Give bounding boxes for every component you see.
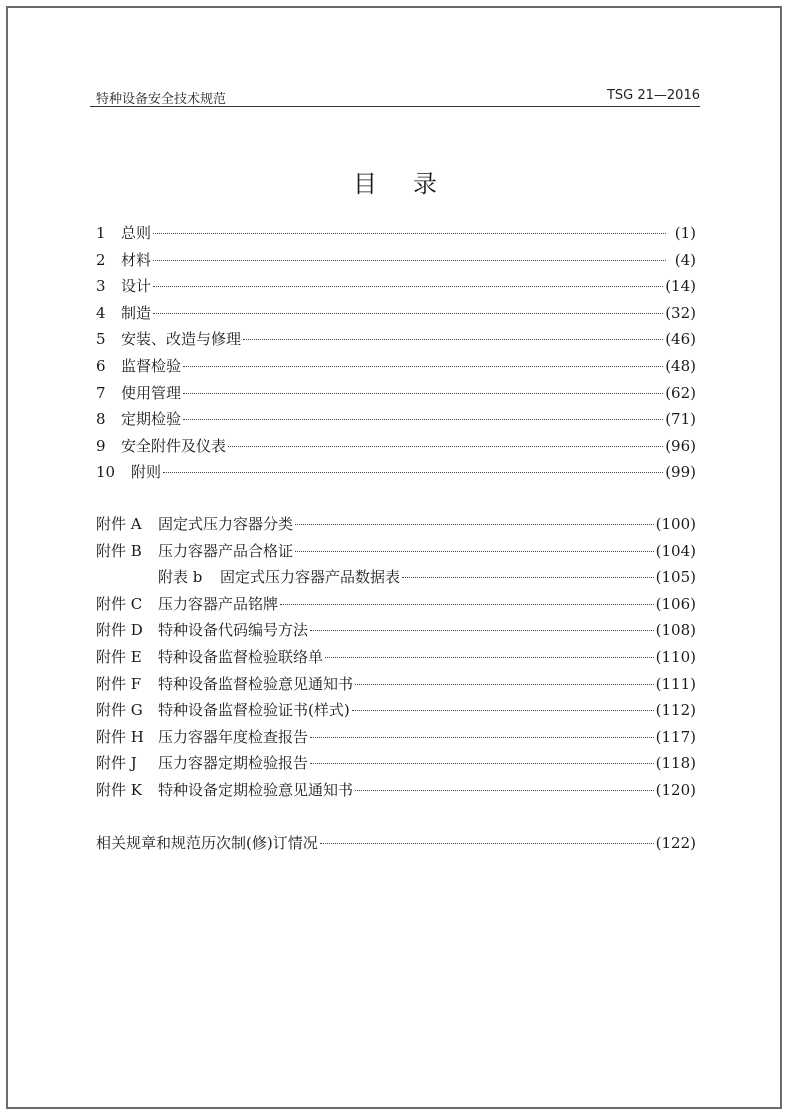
attachment-label: 附件 B — [96, 541, 142, 560]
attachment-page: (106) — [655, 594, 696, 613]
attachment-page: (112) — [655, 701, 696, 720]
attachment-label: 附件 E — [96, 647, 142, 666]
toc-attachment-entry[interactable] — [96, 752, 696, 779]
dot-leader — [310, 737, 654, 738]
attachment-page: (120) — [655, 780, 696, 799]
toc-subtable-entry[interactable] — [96, 566, 696, 593]
toc-attachment-entry[interactable] — [96, 646, 696, 673]
attachment-title: 固定式压力容器分类 — [158, 515, 294, 533]
attachment-title: 特种设备监督检验意见通知书 — [158, 674, 354, 693]
header-series-title: 特种设备安全技术规范 — [96, 92, 227, 107]
toc-attachment-entry[interactable] — [96, 513, 696, 540]
attachment-title: 压力容器定期检验报告 — [158, 754, 309, 773]
attachment-page: (111) — [655, 674, 696, 693]
toc-entry-page: (62) — [665, 383, 696, 402]
page-title: 目录 — [353, 170, 473, 198]
toc-entry-number: 4 — [96, 303, 106, 322]
attachment-page: (108) — [655, 621, 696, 640]
attachment-label: 附件 H — [96, 727, 144, 746]
attachment-title: 特种设备定期检验意见通知书 — [158, 780, 354, 799]
dot-leader — [295, 551, 654, 552]
toc-entry-title: 附则 — [131, 463, 162, 482]
dot-leader — [295, 524, 654, 525]
toc-entry-title: 定期检验 — [121, 410, 182, 429]
subtable-label: 附表 b — [158, 568, 203, 587]
toc-attachment-entry[interactable] — [96, 726, 696, 753]
toc-entry-page: (96) — [665, 436, 696, 455]
toc-chapters — [96, 222, 696, 488]
toc-entry-page: (1) — [674, 224, 696, 242]
dot-leader — [153, 313, 663, 314]
dot-leader — [325, 657, 654, 658]
dot-leader — [320, 843, 654, 844]
history-title: 相关规章和规范历次制(修)订情况 — [96, 834, 318, 852]
attachment-page: (118) — [655, 754, 696, 773]
attachment-page: (104) — [655, 541, 696, 560]
toc-entry-page: (48) — [665, 356, 696, 375]
attachment-label: 附件 J — [96, 754, 137, 773]
toc-entry-title: 制造 — [121, 303, 152, 322]
attachment-label: 附件 A — [96, 515, 142, 533]
dot-leader — [243, 339, 663, 340]
dot-leader — [183, 366, 663, 367]
toc-entry[interactable] — [96, 249, 696, 276]
dot-leader — [183, 393, 663, 394]
toc-entry[interactable] — [96, 222, 696, 249]
attachment-title: 特种设备代码编号方法 — [158, 621, 309, 640]
dot-leader — [228, 446, 663, 447]
toc-entry[interactable] — [96, 275, 696, 302]
toc-entry-title: 使用管理 — [121, 383, 182, 402]
attachment-label: 附件 G — [96, 701, 143, 720]
toc-entry-number: 8 — [96, 410, 106, 429]
dot-leader — [310, 763, 654, 764]
toc-entry-number: 1 — [96, 224, 106, 242]
toc-attachment-entry[interactable] — [96, 540, 696, 567]
toc-entry-page: (4) — [674, 250, 696, 269]
dot-leader — [310, 630, 654, 631]
dot-leader — [355, 790, 654, 791]
attachment-page: (110) — [655, 647, 696, 666]
header-rule — [90, 106, 700, 107]
toc-attachment-entry[interactable] — [96, 619, 696, 646]
attachment-title: 特种设备监督检验证书(样式) — [158, 701, 350, 720]
attachment-label: 附件 K — [96, 780, 142, 799]
dot-leader — [402, 577, 654, 578]
toc-entry[interactable] — [96, 408, 696, 435]
running-header — [90, 88, 700, 108]
attachment-label: 附件 F — [96, 674, 142, 693]
toc-entry-number: 9 — [96, 436, 106, 455]
dot-leader — [153, 260, 666, 261]
toc-entry[interactable] — [96, 302, 696, 329]
dot-leader — [352, 710, 654, 711]
dot-leader — [183, 419, 663, 420]
toc-entry-page: (46) — [665, 330, 696, 349]
attachment-title: 压力容器产品合格证 — [158, 541, 294, 560]
subtable-title: 固定式压力容器产品数据表 — [220, 568, 401, 587]
toc-entry[interactable] — [96, 382, 696, 409]
history-page: (122) — [655, 834, 696, 852]
toc-entry[interactable] — [96, 355, 696, 382]
toc-entry-page: (32) — [665, 303, 696, 322]
dot-leader — [163, 472, 663, 473]
toc-attachment-entry[interactable] — [96, 673, 696, 700]
attachment-page: (100) — [655, 515, 696, 533]
toc-entry-page: (71) — [665, 410, 696, 429]
toc-entry-title: 设计 — [121, 277, 152, 296]
toc-attachment-entry[interactable] — [96, 699, 696, 726]
toc-history — [96, 832, 696, 859]
toc-attachment-entry[interactable] — [96, 779, 696, 806]
toc-attachment-entry[interactable] — [96, 593, 696, 620]
attachment-label: 附件 C — [96, 594, 143, 613]
dot-leader — [280, 604, 654, 605]
dot-leader — [355, 684, 654, 685]
attachment-page: (117) — [655, 727, 696, 746]
toc-history-entry[interactable] — [96, 832, 696, 859]
toc-entry-number: 2 — [96, 250, 106, 269]
dot-leader — [153, 286, 663, 287]
toc-entry-number: 7 — [96, 383, 106, 402]
toc-entry-page: (99) — [665, 463, 696, 482]
subtable-page: (105) — [655, 568, 696, 587]
toc-entry-title: 总则 — [121, 224, 152, 242]
toc-entry-number: 5 — [96, 330, 106, 349]
toc-entry-page: (14) — [665, 277, 696, 296]
toc-entry-number: 10 — [96, 463, 116, 482]
toc-attachments — [96, 513, 696, 806]
toc-entry[interactable] — [96, 435, 696, 462]
toc-entry[interactable] — [96, 461, 696, 488]
attachment-title: 特种设备监督检验联络单 — [158, 647, 324, 666]
toc-entry-title: 材料 — [121, 250, 152, 269]
toc-entry-title: 安全附件及仪表 — [121, 436, 227, 455]
dot-leader — [153, 233, 666, 234]
attachment-title: 压力容器产品铭牌 — [158, 594, 279, 613]
toc-entry[interactable] — [96, 328, 696, 355]
attachment-label: 附件 D — [96, 621, 143, 640]
header-doc-code: TSG 21—2016 — [606, 88, 700, 103]
toc-entry-title: 监督检验 — [121, 356, 182, 375]
toc-entry-number: 6 — [96, 356, 106, 375]
toc-entry-title: 安装、改造与修理 — [121, 330, 242, 349]
attachment-title: 压力容器年度检查报告 — [158, 727, 309, 746]
toc-entry-number: 3 — [96, 277, 106, 296]
